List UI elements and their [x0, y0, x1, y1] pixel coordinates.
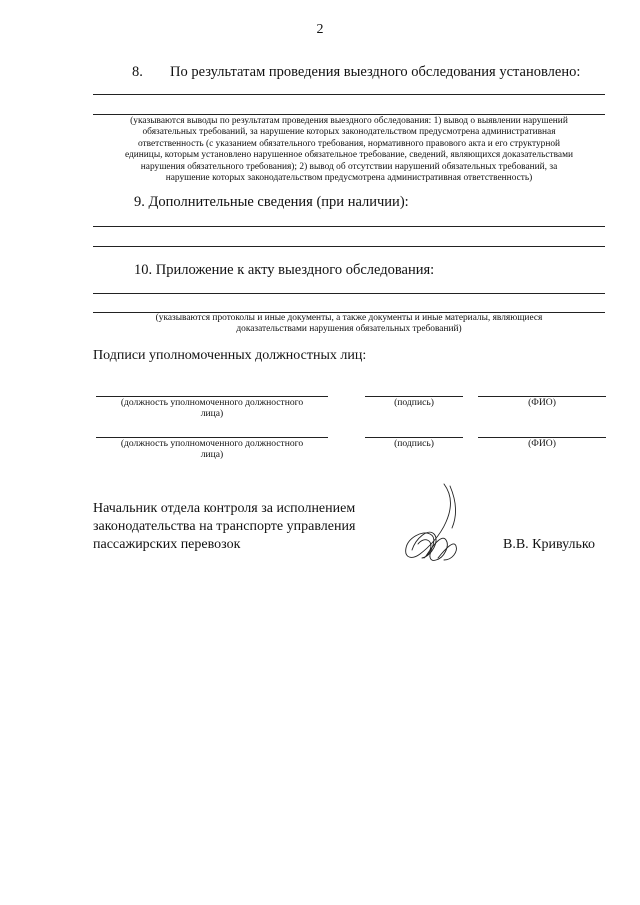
- section8-note-line: обязательных требований, за нарушение которых законодательством предусмотрена административная: [142, 127, 556, 138]
- handwritten-signature: [398, 478, 478, 568]
- signer-title-line: Начальник отдела контроля за исполнением: [93, 501, 356, 516]
- section8-note-line: единицы, которым установлено нарушенное обязательное требование, сведений, являющихся доказательствами: [124, 150, 574, 161]
- section10-note-line: (указываются протоколы и иные документы, а также документы и иные материалы, являющиеся: [155, 313, 543, 323]
- section8-title: По результатам проведения выездного обследования установлено:: [170, 64, 581, 80]
- name-caption: (ФИО): [528, 397, 556, 408]
- section8-blank-line-1: [93, 94, 605, 95]
- section8-note-line: нарушения обязательного требования); 2) вывод об отсутствии нарушений обязательных требований, за: [140, 161, 558, 172]
- position-caption: [96, 438, 328, 460]
- section8-blank-line-2: [93, 114, 605, 115]
- section8-note-line: (указываются выводы по результатам проведения выездного обследования: 1) вывод о выявлении нарушений: [130, 116, 568, 126]
- position-caption: [96, 397, 328, 419]
- section9-blank-line-1: [93, 226, 605, 227]
- section10-note-line: доказательствами нарушения обязательных требований): [236, 324, 462, 335]
- section8-note: [88, 116, 610, 184]
- signatures-heading: Подписи уполномоченных должностных лиц:: [93, 348, 367, 363]
- signature-caption: (подпись): [394, 397, 434, 408]
- position-caption-line: (должность уполномоченного должностного: [120, 438, 304, 449]
- section8-number: 8.: [132, 64, 143, 80]
- position-caption-line: лица): [200, 408, 224, 419]
- section10-title: 10. Приложение к акту выездного обследования:: [134, 262, 435, 278]
- section8-note-line: нарушение которых законодательством предусмотрена административная ответственность): [165, 173, 533, 184]
- section10-note: [93, 313, 605, 336]
- section8-note-line: ответственность (с указанием обязательного требования, нормативного правового акта и его структурной: [137, 138, 561, 149]
- signer-title-line: пассажирских перевозок: [93, 537, 241, 552]
- signer-title-line: законодательства на транспорте управления: [93, 519, 356, 534]
- signer-name: В.В. Кривулько: [503, 537, 595, 552]
- name-caption: (ФИО): [528, 438, 556, 449]
- section9-title: 9. Дополнительные сведения (при наличии):: [134, 194, 409, 210]
- page-number: 2: [316, 22, 324, 37]
- signer-title: [93, 500, 355, 554]
- signature-caption: (подпись): [394, 438, 434, 449]
- position-caption-line: (должность уполномоченного должностного: [120, 397, 304, 408]
- section10-blank-line-1: [93, 293, 605, 294]
- section9-blank-line-2: [93, 246, 605, 247]
- position-caption-line: лица): [200, 449, 224, 460]
